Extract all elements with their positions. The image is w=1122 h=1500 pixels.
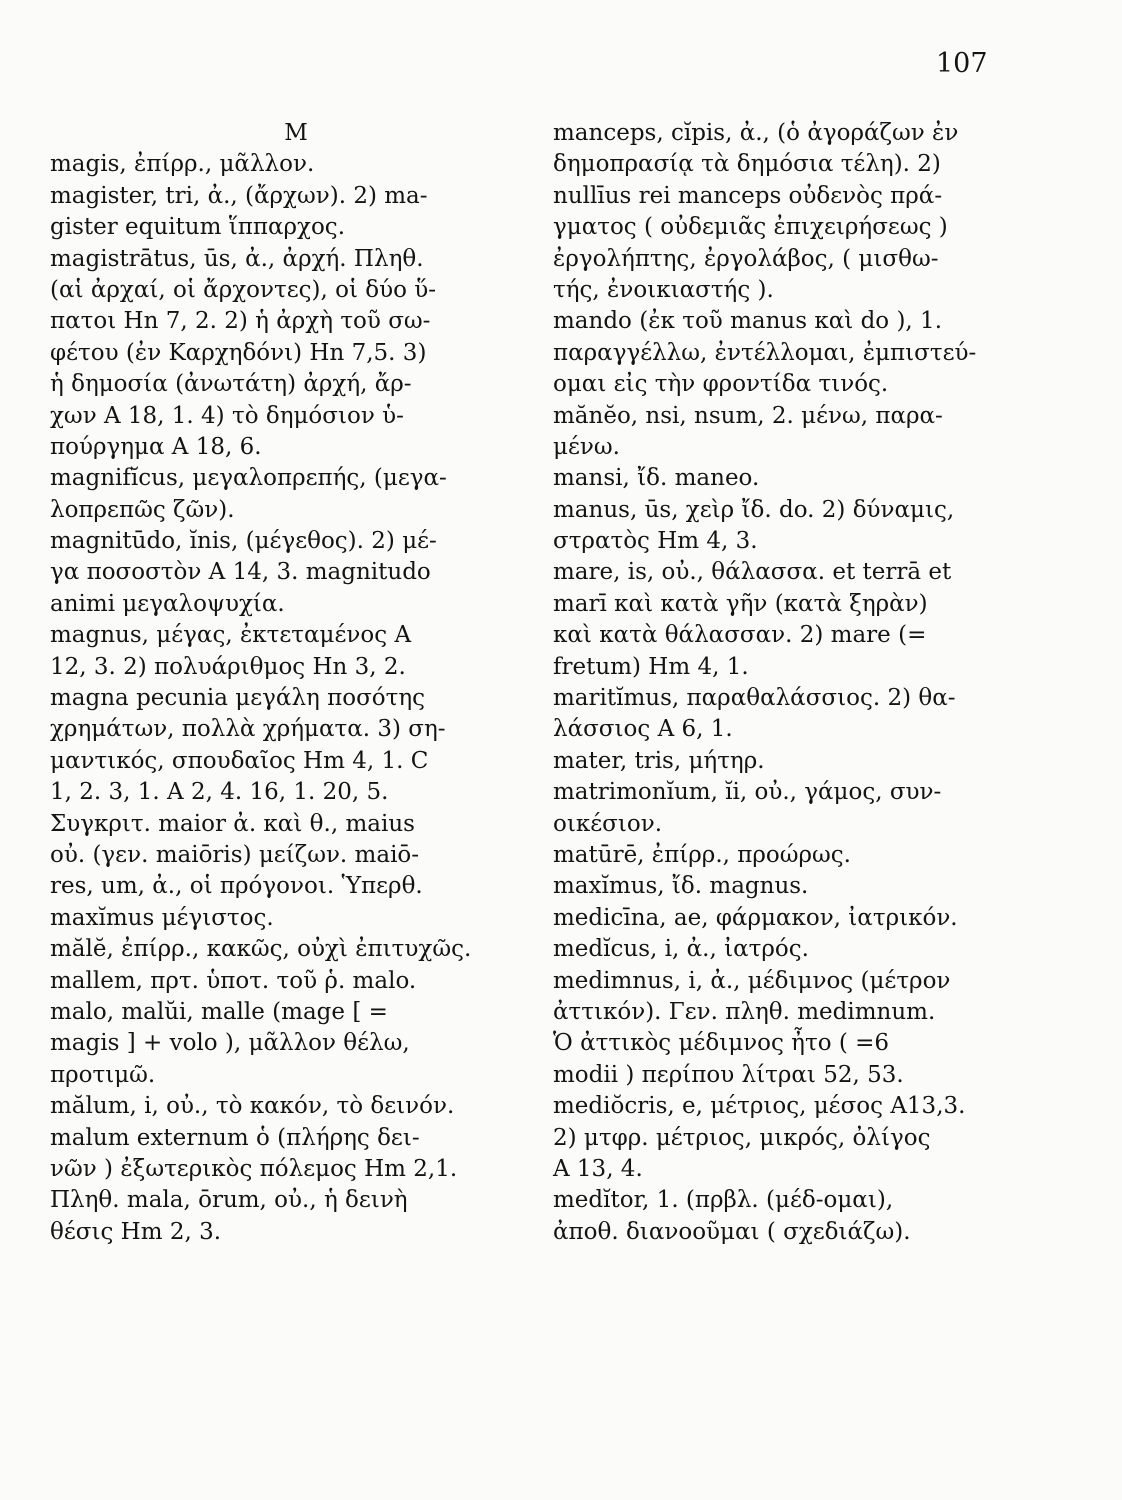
dictionary-line: medĭcus, i, ἀ., ἰατρός. xyxy=(553,936,809,963)
dictionary-line: mando (ἐκ τοῦ manus καὶ do ), 1. xyxy=(553,308,943,335)
dictionary-line: Πληθ. mala, ōrum, οὐ., ἡ δεινὴ xyxy=(50,1187,408,1214)
dictionary-line: fretum) Hm 4, 1. xyxy=(553,653,749,680)
page-number: 107 xyxy=(936,48,988,79)
dictionary-line: mallem, πρτ. ὑποτ. τοῦ ῥ. malo. xyxy=(50,967,417,994)
dictionary-line: παραγγέλλω, ἐντέλλομαι, ἐμπιστεύ- xyxy=(553,339,977,366)
dictionary-line: ἀττικόν). Γεν. πληθ. medimnum. xyxy=(553,998,936,1025)
dictionary-line: λοπρεπῶς ζῶν). xyxy=(50,496,235,523)
dictionary-line: γα ποσοστὸν A 14, 3. magnitudo xyxy=(50,559,431,586)
dictionary-line: ἡ δημοσία (ἀνωτάτη) ἀρχή, ἄρ- xyxy=(50,371,412,398)
dictionary-line: πατοι Hn 7, 2. 2) ἡ ἀρχὴ τοῦ σω- xyxy=(50,308,431,335)
dictionary-line: maxĭmus, ἴδ. magnus. xyxy=(553,873,809,900)
dictionary-line: magister, tri, ἀ., (ἄρχων). 2) ma- xyxy=(50,182,428,209)
dictionary-line: mare, is, οὐ., θάλασσα. et terrā et xyxy=(553,559,952,586)
dictionary-line: magnifĭcus, μεγαλοπρεπής, (μεγα- xyxy=(50,465,447,492)
dictionary-line: Συγκριτ. maior ἀ. καὶ θ., maius xyxy=(50,810,415,837)
dictionary-line: animi μεγαλοψυχία. xyxy=(50,590,285,617)
dictionary-line: προτιμῶ. xyxy=(50,1061,156,1088)
dictionary-line: (αἱ ἀρχαί, οἱ ἄρχοντες), οἱ δύο ὕ- xyxy=(50,276,437,303)
dictionary-line: δημοπρασίᾳ τὰ δημόσια τέλη). 2) xyxy=(553,151,941,178)
dictionary-line: mănĕo, nsi, nsum, 2. μένω, παρα- xyxy=(553,402,943,429)
dictionary-line: mediŏcris, e, μέτριος, μέσος A13,3. xyxy=(553,1093,966,1120)
dictionary-line: magis, ἐπίρρ., μᾶλλον. xyxy=(50,151,315,178)
dictionary-line: ομαι εἰς τὴν φροντίδα τινός. xyxy=(553,371,889,398)
dictionary-line: mălĕ, ἐπίρρ., κακῶς, οὐχὶ ἐπιτυχῶς. xyxy=(50,936,472,963)
dictionary-line: magis ] + volo ), μᾶλλον θέλω, xyxy=(50,1030,410,1057)
dictionary-line: ἀποθ. διανοοῦμαι ( σχεδιάζω). xyxy=(553,1218,911,1245)
dictionary-line: medimnus, i, ἀ., μέδιμνος (μέτρον xyxy=(553,967,951,994)
dictionary-line: θέσις Hm 2, 3. xyxy=(50,1218,222,1245)
dictionary-line: mansi, ἴδ. maneo. xyxy=(553,465,760,492)
dictionary-line: στρατὸς Hm 4, 3. xyxy=(553,528,758,555)
dictionary-line: magna pecunia μεγάλη ποσότης xyxy=(50,685,426,712)
dictionary-line: magistrātus, ūs, ἀ., ἀρχή. Πληθ. xyxy=(50,245,424,272)
dictionary-line: res, um, ἀ., οἱ πρόγονοι. Ὑπερθ. xyxy=(50,873,423,900)
dictionary-line: Ὁ ἀττικὸς μέδιμνος ἦτο ( =6 xyxy=(553,1030,890,1057)
dictionary-line: γματος ( οὐδεμιᾶς ἐπιχειρήσεως ) xyxy=(553,214,948,241)
dictionary-line: καὶ κατὰ θάλασσαν. 2) mare (= xyxy=(553,622,927,649)
left-column-lines xyxy=(50,149,520,1248)
dictionary-line: 2) μτφρ. μέτριος, μικρός, ὀλίγος xyxy=(553,1124,931,1151)
dictionary-line: πούργημα A 18, 6. xyxy=(50,433,262,460)
dictionary-line: matūrē, ἐπίρρ., προώρως. xyxy=(553,841,851,868)
dictionary-line: medicīna, ae, φάρμακον, ἰατρικόν. xyxy=(553,904,958,931)
dictionary-line: mater, tris, μήτηρ. xyxy=(553,747,765,774)
dictionary-line: magnus, μέγας, ἐκτεταμένος A xyxy=(50,622,412,649)
dictionary-line: mălum, i, οὐ., τὸ κακόν, τὸ δεινόν. xyxy=(50,1093,455,1120)
dictionary-line: manus, ūs, χεὶρ ἴδ. do. 2) δύναμις, xyxy=(553,496,955,523)
dictionary-line: μαντικός, σπουδαῖος Hm 4, 1. C xyxy=(50,747,429,774)
dictionary-line: marī καὶ κατὰ γῆν (κατὰ ξηρὰν) xyxy=(553,590,928,617)
dictionary-line: magnitūdo, ĭnis, (μέγεθος). 2) μέ- xyxy=(50,528,437,555)
dictionary-line: χρημάτων, πολλὰ χρήματα. 3) ση- xyxy=(50,716,446,743)
dictionary-line: nullīus rei manceps οὐδενὸς πρά- xyxy=(553,182,943,209)
dictionary-line: maxĭmus μέγιστος. xyxy=(50,904,274,931)
dictionary-line: modii ) περίπου λίτραι 52, 53. xyxy=(553,1061,904,1088)
dictionary-line: maritĭmus, παραθαλάσσιος. 2) θα- xyxy=(553,685,956,712)
right-column-lines xyxy=(553,118,990,1248)
dictionary-line: χων A 18, 1. 4) τὸ δημόσιον ὑ- xyxy=(50,402,404,429)
dictionary-line: οὐ. (γεν. maiōris) μείζων. maiō- xyxy=(50,841,420,868)
dictionary-line: 12, 3. 2) πολυάριθμος Hn 3, 2. xyxy=(50,653,406,680)
dictionary-line: οικέσιον. xyxy=(553,810,663,837)
dictionary-line: gister equitum ἵππαρχος. xyxy=(50,214,346,241)
dictionary-line: μένω. xyxy=(553,433,620,460)
dictionary-line: τής, ἐνοικιαστής ). xyxy=(553,276,774,303)
left-column xyxy=(50,118,520,1248)
dictionary-line: malo, malŭi, malle (mage [ = xyxy=(50,998,388,1025)
dictionary-line: 1, 2. 3, 1. A 2, 4. 16, 1. 20, 5. xyxy=(50,779,389,806)
dictionary-line: ἐργολήπτης, ἐργολάβος, ( μισθω- xyxy=(553,245,939,272)
dictionary-line: matrimonĭum, ĭi, οὐ., γάμος, συν- xyxy=(553,779,942,806)
section-letter: M xyxy=(284,120,308,146)
dictionary-line: A 13, 4. xyxy=(553,1155,643,1182)
dictionary-line: νῶν ) ἐξωτερικὸς πόλεμος Hm 2,1. xyxy=(50,1155,458,1182)
dictionary-line: φέτου (ἐν Καρχηδόνι) Hn 7,5. 3) xyxy=(50,339,427,366)
dictionary-line: λάσσιος A 6, 1. xyxy=(553,716,733,743)
dictionary-line: medĭtor, 1. (πρβλ. (μέδ-ομαι), xyxy=(553,1187,894,1214)
right-column xyxy=(553,118,990,1248)
dictionary-line: manceps, cĭpis, ἀ., (ὁ ἀγοράζων ἐν xyxy=(553,120,959,146)
dictionary-line: malum externum ὁ (πλήρης δει- xyxy=(50,1124,420,1151)
